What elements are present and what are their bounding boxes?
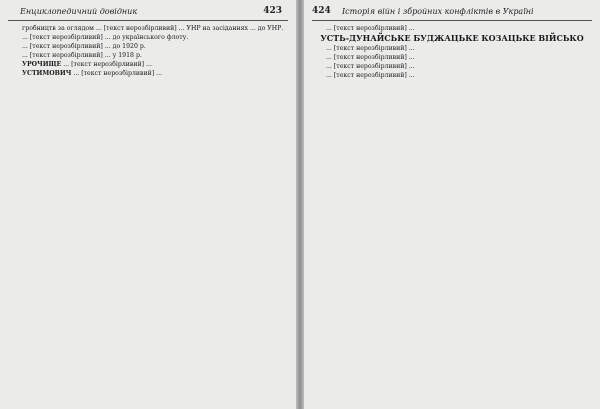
paragraph: ... [текст нерозбірливий] ... xyxy=(326,72,415,80)
entry-head: УСТИМОВИЧ xyxy=(22,70,72,78)
right-page-header xyxy=(312,6,592,21)
paragraph: ... [текст нерозбірливий] ... xyxy=(326,54,415,62)
left-page-header xyxy=(8,6,288,21)
book-gutter xyxy=(296,0,304,409)
paragraph: ... [текст нерозбірливий] ... до 1920 р. xyxy=(22,43,146,51)
right-page-number: 424 xyxy=(312,6,331,16)
section-heading: УСТЬ-ДУНАЙСЬКЕ БУДЖАЦЬКЕ КОЗАЦЬКЕ ВІЙСЬКО xyxy=(320,33,584,44)
entry-text: ... [текст нерозбірливий] ... xyxy=(63,61,152,69)
paragraph: ... [текст нерозбірливий] ... xyxy=(326,45,415,53)
paragraph: ... [текст нерозбірливий] ... у 1918 р. xyxy=(22,52,142,60)
right-page xyxy=(304,0,600,409)
entry-text: ... [текст нерозбірливий] ... xyxy=(73,70,163,78)
entry xyxy=(10,69,286,78)
left-page xyxy=(0,0,296,409)
paragraph: ... [текст нерозбірливий] ... xyxy=(326,63,415,71)
left-page-number: 423 xyxy=(263,6,282,16)
left-header-title: Енциклопедичний довідник xyxy=(20,7,138,16)
right-header-title: Історія війн і збройних конфліктів в Україні xyxy=(342,7,534,16)
left-page-body xyxy=(10,24,286,403)
paragraph: ... [текст нерозбірливий] ... до українського флоту. xyxy=(22,34,189,42)
paragraph: гробництв за оглядом ... [текст нерозбірливий] ... УНР на засіданнях ... до УНР. xyxy=(22,25,284,32)
entry-head: УРОЧИЩЕ xyxy=(22,61,62,69)
intro-paragraph: ... [текст нерозбірливий] ... xyxy=(326,25,415,32)
right-page-body xyxy=(314,24,590,403)
entry xyxy=(10,60,286,69)
